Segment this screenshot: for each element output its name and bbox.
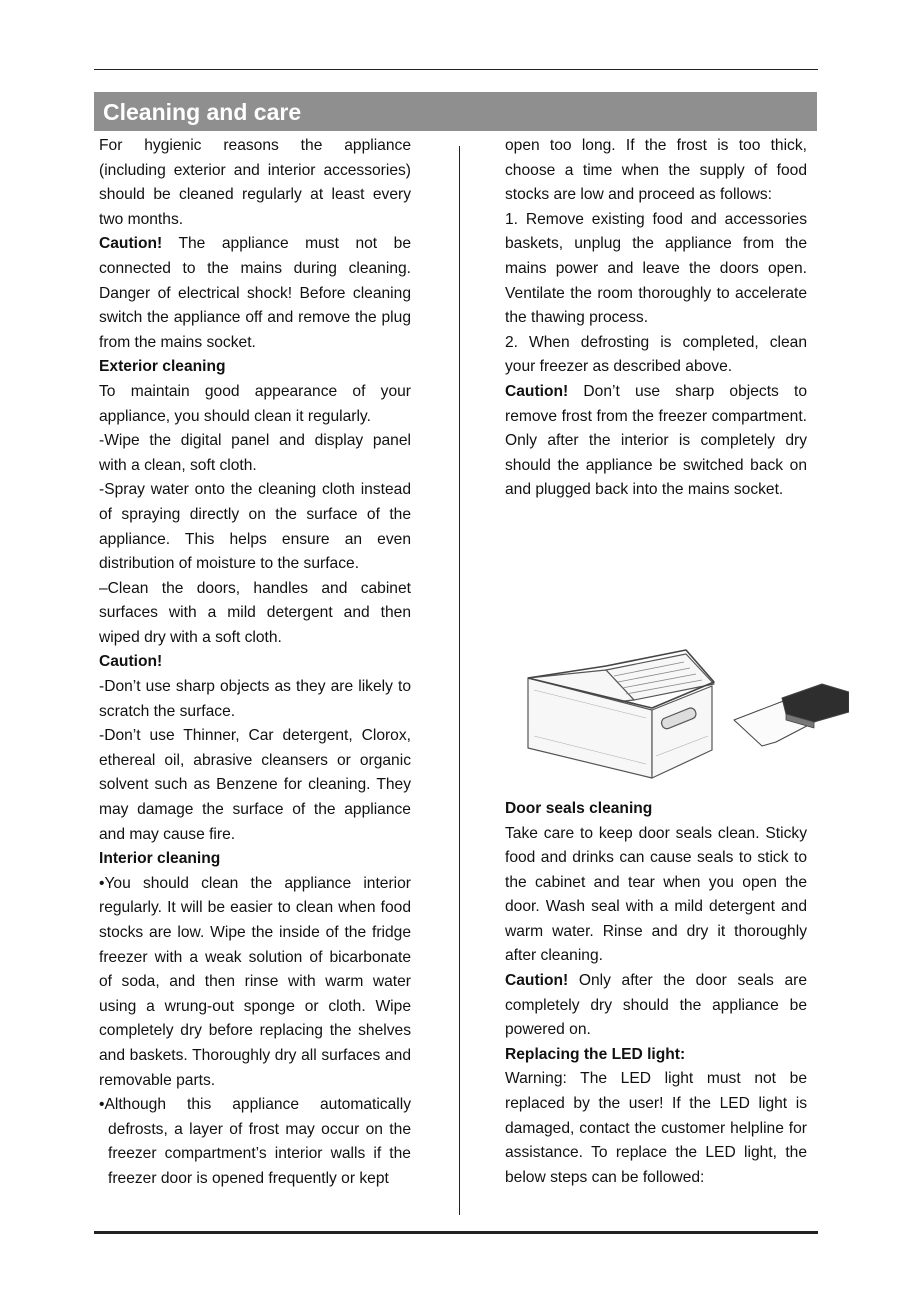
exterior-paragraph-1: To maintain good appearance of your appliance, you should clean it regularly. [99,382,411,425]
interior-cleaning-heading: Interior cleaning [99,850,221,868]
exterior-cleaning-heading: Exterior cleaning [99,358,226,376]
defrost-step-1: 1. Remove existing food and accessories baskets, unplug the appliance from the mains power and leave the doors open. Ventilate the room thoroughly to accelerate the thawing process. [505,210,807,327]
section-title: Cleaning and care [103,99,302,125]
door-seals-caution [505,969,807,1043]
door-seals-heading: Door seals cleaning [505,799,653,817]
top-rule [94,69,818,70]
caution-paragraph [99,232,411,355]
caution-label: Caution! [505,972,569,990]
caution-text: The appliance must not be connected to the mains during cleaning. Danger of electrical shock! Before cleaning switch the appliance off and remove the plug from the mains socket. [99,235,411,351]
left-column [99,134,411,1192]
interior-paragraph-1: •You should clean the appliance interior regularly. It will be easier to clean when food stocks are low. Wipe the inside of the fridge freezer with a weak solution of bicarbonate of soda, and then rinse with warm water using a wrung-out sponge or cloth. Wipe completely dry before replacing the shelves and baskets. Thoroughly dry all surfaces and removable parts. [99,874,411,1089]
led-light-paragraph: Warning: The LED light must not be replaced by the user! If the LED light is damaged, contact the customer helpline for assistance. To replace the LED light, the below steps can be followed: [505,1070,807,1186]
column-divider [459,146,460,1215]
drawer-and-sponge-illustration [524,646,849,786]
intro-paragraph: For hygienic reasons the appliance (including exterior and interior accessories) should be cleaned regularly at least every two months. [99,137,411,228]
interior-paragraph-2: •Although this appliance automatically defrosts, a layer of frost may occur on the freezer compartment’s interior walls if the freezer door is opened frequently or kept [99,1096,411,1187]
exterior-paragraph-2: -Wipe the digital panel and display panel with a clean, soft cloth. [99,432,411,474]
caution-label: Caution! [505,382,569,400]
section-title-bar [94,92,817,131]
defrost-step-2: 2. When defrosting is completed, clean your freezer as described above. [505,333,807,376]
door-seals-paragraph: Take care to keep door seals clean. Sticky food and drinks can cause seals to stick to the cabinet and tear when you open the door. Wash seal with a mild detergent and warm water. Rinse and dry it thoroughly after cleaning. [505,824,807,965]
sponge-icon [734,684,849,746]
bottom-rule [94,1231,818,1234]
led-light-heading: Replacing the LED light: [505,1045,686,1063]
defrost-caution [505,380,807,503]
caution-item-1: -Don’t use sharp objects as they are likely to scratch the surface. [99,678,411,720]
caution-label: Caution! [99,235,163,253]
defrost-intro: open too long. If the frost is too thick, choose a time when the supply of food stocks are low and proceed as follows: [505,137,807,204]
exterior-paragraph-3: -Spray water onto the cleaning cloth instead of spraying directly on the surface of the appliance. This helps ensure an even distribution of moisture to the surface. [99,481,411,573]
exterior-paragraph-4: –Clean the doors, handles and cabinet surfaces with a mild detergent and then wiped dry with a soft cloth. [99,579,411,646]
caution-heading: Caution! [99,653,163,671]
freezer-drawer-icon [528,650,714,778]
caution-text: Don’t use sharp objects to remove frost from the freezer compartment. Only after the interior is completely dry should the appliance be switched back on and plugged back into the mains socket. [505,382,807,499]
caution-item-2: -Don’t use Thinner, Car detergent, Clorox, ethereal oil, abrasive cleansers or organic solvent such as Benzene for cleaning. They may damage the surface of the appliance and may cause fire. [99,727,411,843]
caution-text: Only after the door seals are completely dry should the appliance be powered on. [505,972,807,1039]
